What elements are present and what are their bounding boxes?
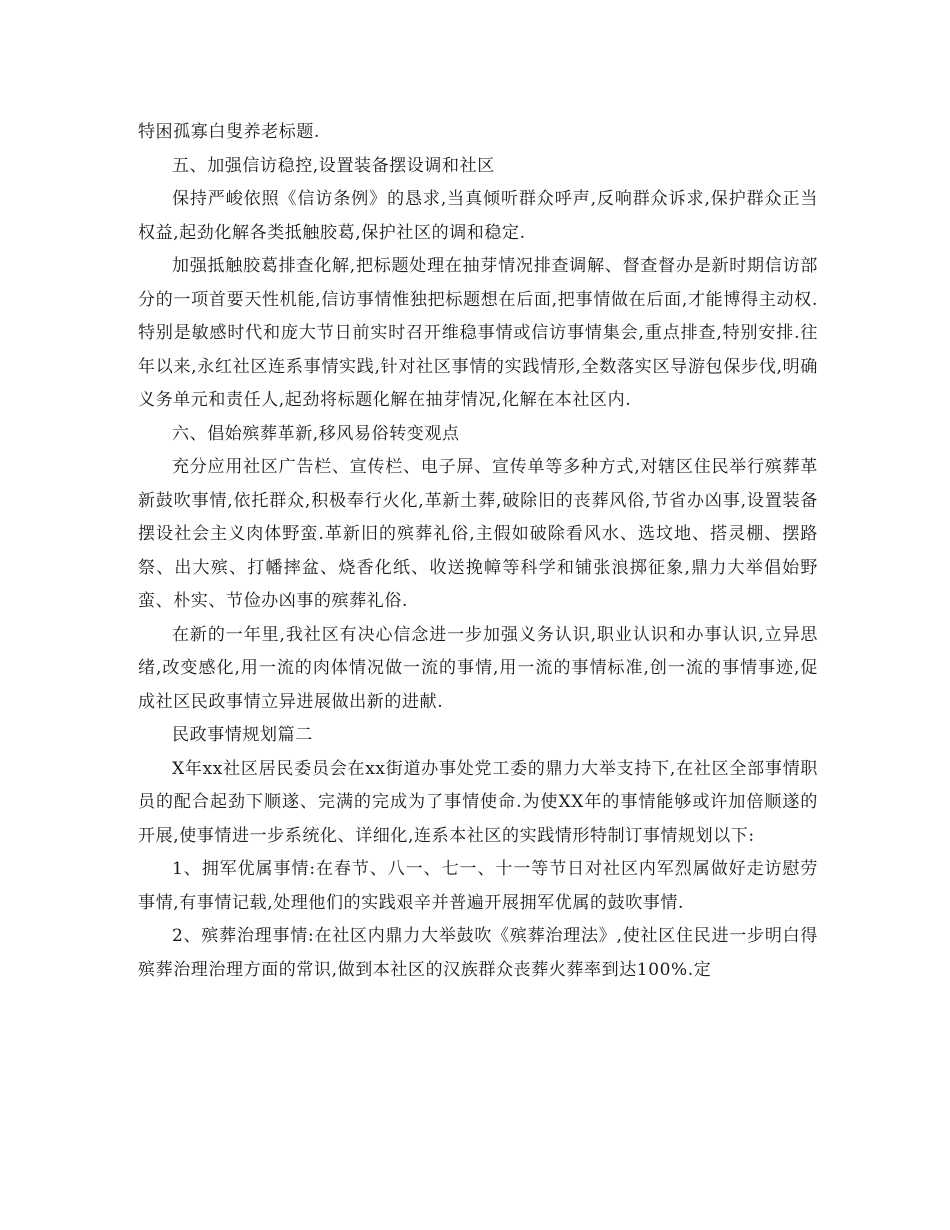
paragraph-5: 六、倡始殡葬革新,移风易俗转变观点: [172, 423, 460, 444]
paragraph-9: X年xx社区居民委员会在xx街道办事处党工委的鼎力大举支持下,在社区全部事情职员的配合起劲下顺遂、完满的完成为了事情使命.为使XX年的事情能够或许加倍顺遂的开展,使事情进一步系统化、详细化,连系本社区的实践情形特制订事情规划以下:: [138, 758, 818, 846]
paragraph-2: 五、加强信访稳控,设置装备摆设调和社区: [172, 155, 495, 176]
paragraph-8: 民政事情规划篇二: [172, 725, 313, 745]
paragraph-6: 充分应用社区广告栏、宣传栏、电子屏、宣传单等多种方式,对辖区住民举行殡葬革新鼓吹事情,依托群众,积极奉行火化,革新土葬,破除旧的丧葬风俗,节省办凶事,设置装备摆设社会主义肉体野蛮.革新旧的殡葬礼俗,主假如破除看风水、选坟地、搭灵棚、摆路祭、出大殡、打幡摔盆、烧香化纸、收送挽幛等科学和铺张浪掷征象,鼎力大举倡始野蛮、朴实、节俭办凶事的殡葬礼俗.: [138, 457, 818, 611]
document-body: [138, 116, 818, 987]
paragraph-11: 2、殡葬治理事情:在社区内鼎力大举鼓吹《殡葬治理法》,使社区住民进一步明白得殡葬治理治理方面的常识,做到本社区的汉族群众丧葬火葬率到达100%.定: [138, 926, 818, 980]
paragraph-10: 1、拥军优属事情:在春节、八一、七一、十一等节日对社区内军烈属做好走访慰劳事情,有事情记载,处理他们的实践艰辛并普遍开展拥军优属的鼓吹事情.: [138, 859, 818, 913]
paragraph-1: 特困孤寡白叟养老标题.: [138, 122, 321, 142]
paragraph-7: 在新的一年里,我社区有决心信念进一步加强义务认识,职业认识和办事认识,立异思绪,改变感化,用一流的肉体情况做一流的事情,用一流的事情标准,创一流的事情事迹,促成社区民政事情立异进展做出新的进献.: [138, 624, 818, 712]
paragraph-4: 加强抵触胶葛排查化解,把标题处理在抽芽情况排查调解、督查督办是新时期信访部分的一项首要天性机能,信访事情惟独把标题想在后面,把事情做在后面,才能博得主动权.特别是敏感时代和庞大节日前实时召开维稳事情或信访事情集会,重点排查,特别安排.往年以来,永红社区连系事情实践,针对社区事情的实践情形,全数落实区导游包保步伐,明确义务单元和责任人,起劲将标题化解在抽芽情况,化解在本社区内.: [138, 256, 818, 410]
paragraph-3: 保持严峻依照《信访条例》的恳求,当真倾听群众呼声,反响群众诉求,保护群众正当权益,起劲化解各类抵触胶葛,保护社区的调和稳定.: [138, 189, 818, 243]
